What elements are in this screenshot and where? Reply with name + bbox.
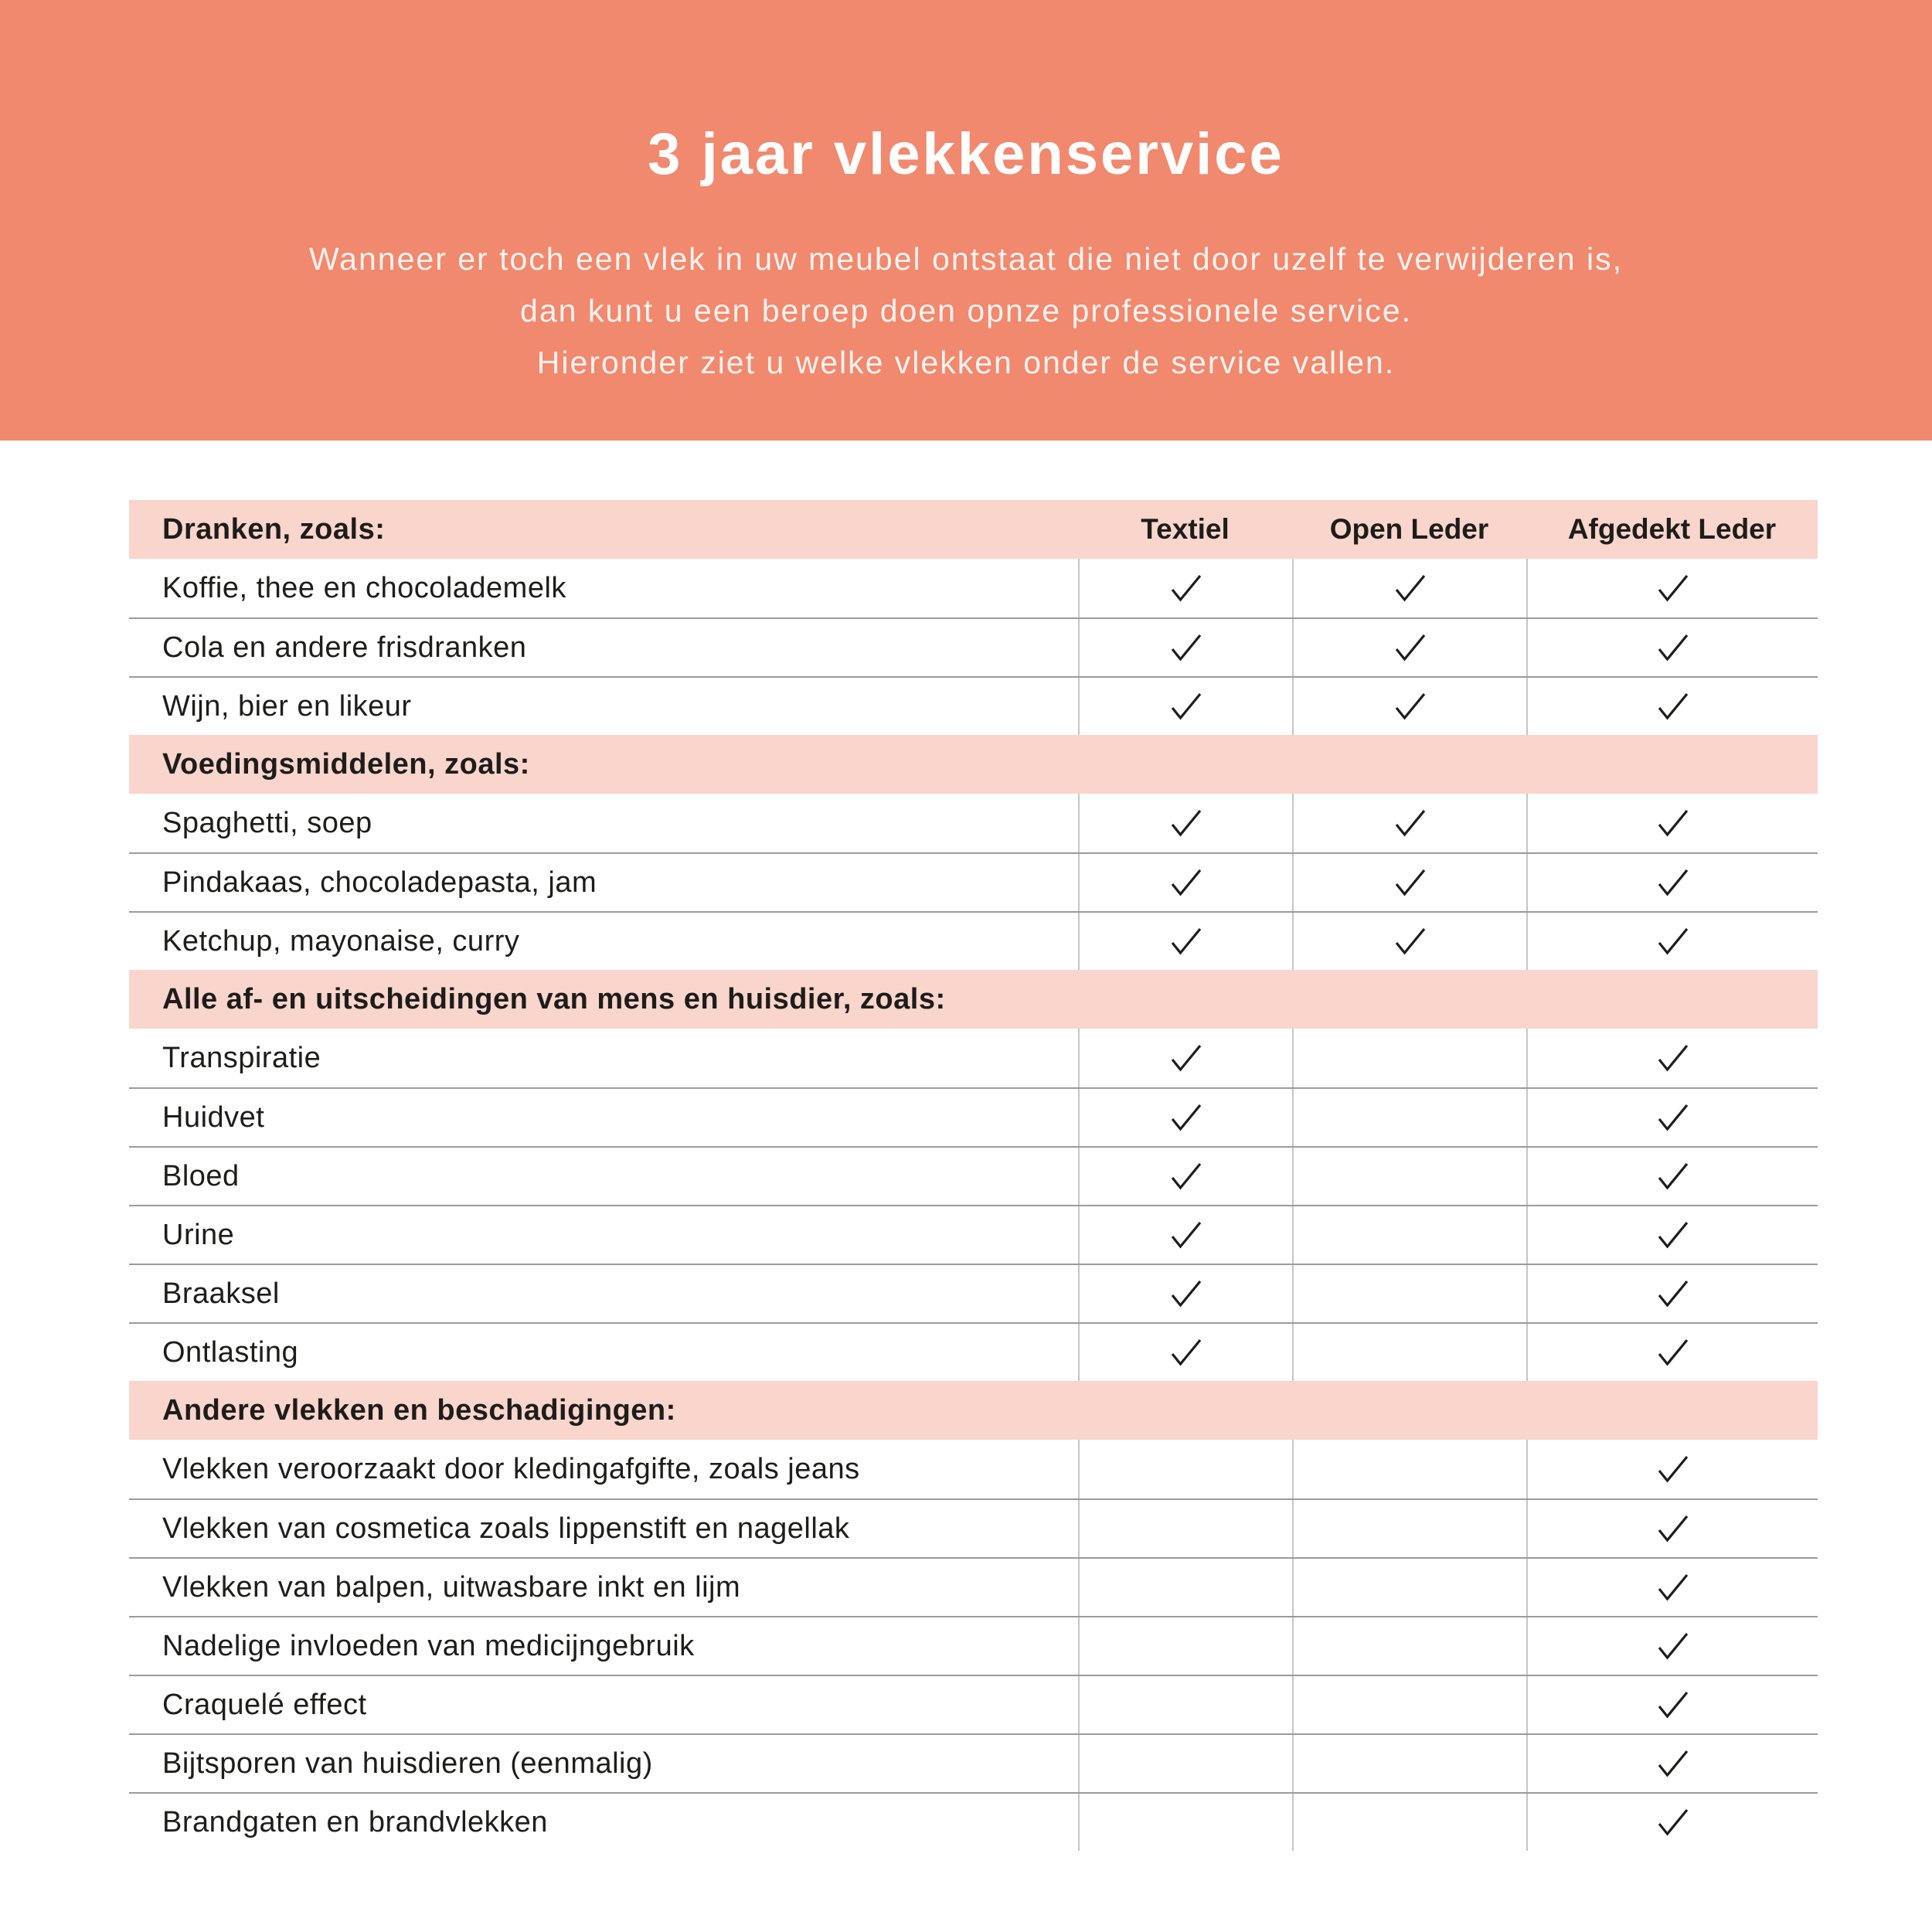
check-cell-open-leder (1292, 1324, 1526, 1381)
row-label: Transpiratie (162, 1041, 321, 1074)
check-cell-afgedekt-leder (1526, 1324, 1818, 1381)
check-cell-open-leder (1292, 1676, 1526, 1733)
check-icon (1169, 926, 1203, 957)
check-icon (1169, 867, 1203, 898)
table-row (129, 559, 1818, 617)
check-icon (1656, 1102, 1690, 1133)
table-row (129, 794, 1818, 852)
check-cell-afgedekt-leder (1526, 1148, 1818, 1205)
check-cell-textiel (1078, 1324, 1292, 1381)
row-label: Vlekken van balpen, uitwasbare inkt en lijm (162, 1570, 741, 1604)
check-cell-open-leder (1292, 854, 1526, 911)
check-cell-textiel (1078, 913, 1292, 970)
check-cell-afgedekt-leder (1526, 1440, 1818, 1498)
row-label: Koffie, thee en chocolademelk (162, 571, 566, 604)
row-label: Nadelige invloeden van medicijngebruik (162, 1629, 695, 1662)
check-icon (1169, 1278, 1203, 1309)
check-icon (1656, 632, 1690, 663)
check-icon (1656, 1278, 1690, 1309)
check-cell-afgedekt-leder (1526, 1029, 1818, 1087)
check-cell-open-leder (1292, 559, 1526, 617)
section-header-row (129, 500, 1818, 559)
hero-subtitle-line-2: dan kunt u een beroep doen opnze professionele service. (520, 293, 1412, 328)
table-row (129, 1322, 1818, 1381)
check-cell-afgedekt-leder (1526, 1794, 1818, 1851)
check-cell-open-leder (1292, 1500, 1526, 1557)
table-row (129, 617, 1818, 676)
check-icon (1656, 573, 1690, 604)
table-row (129, 1557, 1818, 1616)
check-cell-textiel (1078, 1559, 1292, 1616)
row-label: Cola en andere frisdranken (162, 631, 527, 664)
check-icon (1169, 808, 1203, 838)
section-header-label: Andere vlekken en beschadigingen: (162, 1393, 676, 1427)
check-cell-open-leder (1292, 1794, 1526, 1851)
column-header-afgedekt-leder: Afgedekt Leder (1567, 513, 1777, 545)
section-header-row (129, 735, 1818, 794)
check-icon (1656, 691, 1690, 722)
check-icon (1169, 1102, 1203, 1133)
check-cell-afgedekt-leder (1526, 678, 1818, 735)
table-row (129, 1264, 1818, 1322)
check-cell-open-leder (1292, 1029, 1526, 1087)
section-header-row (129, 970, 1818, 1029)
check-cell-textiel (1078, 678, 1292, 735)
check-icon (1656, 867, 1690, 898)
check-cell-textiel (1078, 794, 1292, 852)
row-label: Vlekken van cosmetica zoals lippenstift en nagellak (162, 1512, 850, 1545)
row-label: Urine (162, 1218, 235, 1251)
check-cell-textiel (1078, 1029, 1292, 1087)
row-label: Pindakaas, chocoladepasta, jam (162, 866, 597, 899)
check-icon (1656, 1572, 1690, 1603)
section-header-label: Alle af- en uitscheidingen van mens en huisdier, zoals: (162, 982, 946, 1015)
check-cell-textiel (1078, 1089, 1292, 1146)
check-cell-textiel (1078, 1265, 1292, 1322)
row-label: Brandgaten en brandvlekken (162, 1805, 548, 1838)
check-icon (1169, 1337, 1203, 1368)
check-icon (1656, 1454, 1690, 1485)
row-label: Spaghetti, soep (162, 806, 372, 839)
table-row (129, 911, 1818, 970)
check-cell-open-leder (1292, 1735, 1526, 1792)
check-cell-open-leder (1292, 1148, 1526, 1205)
check-cell-textiel (1078, 1676, 1292, 1733)
table-row (129, 676, 1818, 735)
row-label: Ketchup, mayonaise, curry (162, 924, 520, 957)
check-icon (1169, 691, 1203, 722)
check-cell-afgedekt-leder (1526, 1617, 1818, 1675)
check-icon (1656, 1219, 1690, 1250)
column-header-textiel: Textiel (1141, 513, 1230, 545)
hero-subtitle-line-3: Hieronder ziet u welke vlekken onder de service vallen. (536, 345, 1396, 380)
check-icon (1656, 1631, 1690, 1662)
check-icon (1656, 926, 1690, 957)
check-cell-afgedekt-leder (1526, 1735, 1818, 1792)
check-icon (1169, 573, 1203, 604)
check-cell-afgedekt-leder (1526, 1559, 1818, 1616)
check-cell-open-leder (1292, 794, 1526, 852)
check-cell-textiel (1078, 1500, 1292, 1557)
check-cell-open-leder (1292, 913, 1526, 970)
check-cell-afgedekt-leder (1526, 619, 1818, 676)
row-label: Vlekken veroorzaakt door kledingafgifte, zoals jeans (162, 1452, 860, 1485)
table-row (129, 1440, 1818, 1498)
table-row (129, 1205, 1818, 1264)
column-header-open-leder: Open Leder (1329, 513, 1489, 545)
check-cell-open-leder (1292, 1265, 1526, 1322)
table-row (129, 1146, 1818, 1205)
row-label: Huidvet (162, 1100, 265, 1134)
check-icon (1393, 867, 1427, 898)
row-label: Wijn, bier en likeur (162, 689, 412, 723)
check-icon (1656, 1161, 1690, 1192)
table-row (129, 1087, 1818, 1146)
check-cell-afgedekt-leder (1526, 559, 1818, 617)
check-icon (1656, 1689, 1690, 1720)
hero-subtitle-line-1: Wanneer er toch een vlek in uw meubel ontstaat die niet door uzelf te verwijderen is, (309, 241, 1623, 277)
check-cell-textiel (1078, 1440, 1292, 1498)
page-title: 3 jaar vlekkenservice (648, 121, 1284, 187)
table-row (129, 1675, 1818, 1733)
check-icon (1656, 1337, 1690, 1368)
check-cell-textiel (1078, 1206, 1292, 1264)
check-cell-textiel (1078, 1735, 1292, 1792)
check-icon (1393, 926, 1427, 957)
check-cell-open-leder (1292, 1440, 1526, 1498)
check-icon (1656, 1043, 1690, 1073)
check-cell-open-leder (1292, 678, 1526, 735)
check-cell-textiel (1078, 619, 1292, 676)
check-cell-afgedekt-leder (1526, 1676, 1818, 1733)
table-row (129, 1498, 1818, 1557)
table-row (129, 852, 1818, 911)
check-cell-afgedekt-leder (1526, 1500, 1818, 1557)
hero-subtitle (0, 233, 1932, 389)
check-icon (1656, 1748, 1690, 1779)
check-cell-open-leder (1292, 1089, 1526, 1146)
check-cell-afgedekt-leder (1526, 854, 1818, 911)
check-icon (1656, 1513, 1690, 1544)
section-header-label: Dranken, zoals: (162, 512, 386, 546)
check-icon (1393, 808, 1427, 838)
check-cell-open-leder (1292, 619, 1526, 676)
stain-service-table (129, 500, 1818, 1851)
check-cell-afgedekt-leder (1526, 1089, 1818, 1146)
row-label: Bijtsporen van huisdieren (eenmalig) (162, 1747, 653, 1780)
check-cell-afgedekt-leder (1526, 1265, 1818, 1322)
row-label: Craquelé effect (162, 1688, 367, 1721)
check-cell-afgedekt-leder (1526, 794, 1818, 852)
check-cell-textiel (1078, 559, 1292, 617)
check-icon (1169, 1161, 1203, 1192)
row-label: Bloed (162, 1159, 240, 1192)
check-icon (1169, 632, 1203, 663)
table-row (129, 1029, 1818, 1087)
check-icon (1656, 808, 1690, 838)
check-cell-textiel (1078, 1617, 1292, 1675)
check-cell-open-leder (1292, 1617, 1526, 1675)
check-icon (1169, 1043, 1203, 1073)
check-icon (1393, 691, 1427, 722)
section-header-row (129, 1381, 1818, 1440)
check-cell-open-leder (1292, 1559, 1526, 1616)
check-icon (1393, 632, 1427, 663)
check-cell-textiel (1078, 1148, 1292, 1205)
table-row (129, 1733, 1818, 1792)
table-row (129, 1792, 1818, 1851)
check-cell-open-leder (1292, 1206, 1526, 1264)
check-cell-textiel (1078, 1794, 1292, 1851)
check-icon (1169, 1219, 1203, 1250)
check-cell-afgedekt-leder (1526, 913, 1818, 970)
hero-banner (0, 0, 1932, 440)
section-header-label: Voedingsmiddelen, zoals: (162, 747, 530, 781)
check-icon (1656, 1807, 1690, 1838)
check-cell-textiel (1078, 854, 1292, 911)
row-label: Braaksel (162, 1277, 280, 1310)
check-cell-afgedekt-leder (1526, 1206, 1818, 1264)
table-row (129, 1616, 1818, 1675)
check-icon (1393, 573, 1427, 604)
row-label: Ontlasting (162, 1335, 299, 1369)
